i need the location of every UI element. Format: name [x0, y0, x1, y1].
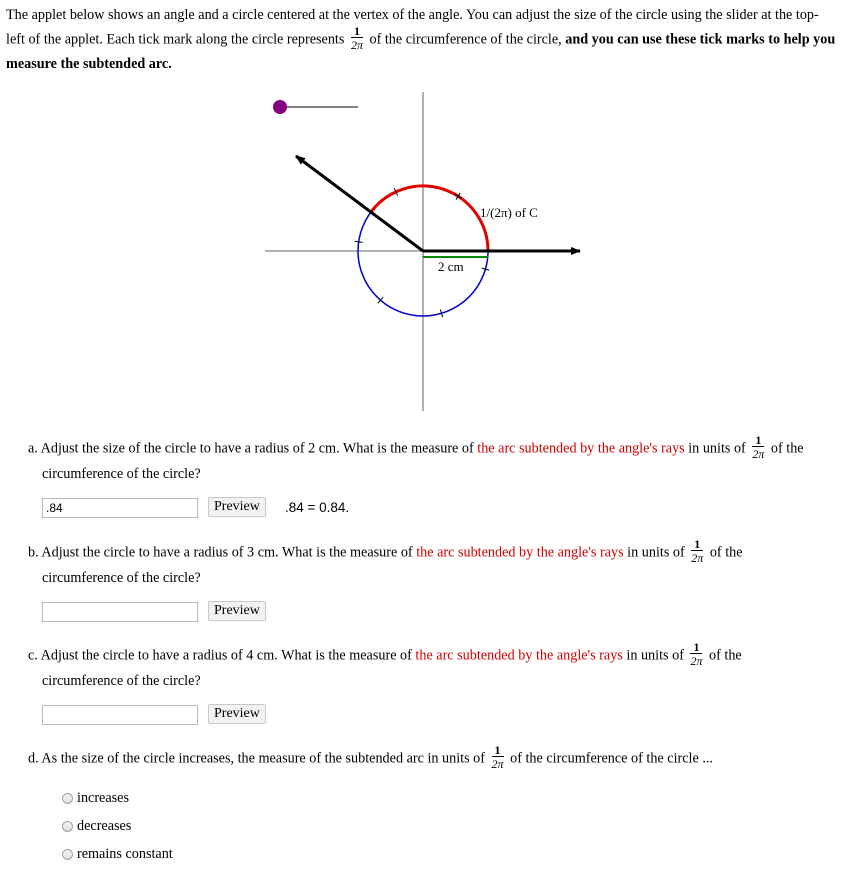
fraction-1-over-2pi: $\frac{1}{2\pi}$ — [491, 743, 504, 771]
question-c-mid: in units of — [626, 647, 684, 664]
fraction-1-over-2pi: $\frac{1}{2\pi}$ — [350, 24, 363, 52]
radius-label: 2 cm — [438, 259, 464, 274]
question-d — [28, 743, 828, 772]
question-c-highlight: the arc subtended by the angle's rays — [415, 647, 623, 664]
question-a-text: a. Adjust the size of the circle to have a radius of 2 cm. What is the measure of — [28, 440, 474, 457]
subtended-arc — [371, 186, 488, 251]
question-c-text: c. Adjust the circle to have a radius of 4 cm. What is the measure of — [28, 647, 412, 664]
arc-label: 1/(2π) of C — [480, 205, 538, 220]
question-b — [28, 537, 828, 590]
intro-paragraph — [6, 4, 836, 76]
choice-decreases-label: decreases — [77, 818, 132, 834]
fraction-1-over-2pi: $\frac{1}{2\pi}$ — [690, 640, 703, 668]
fraction-1-over-2pi: $\frac{1}{2\pi}$ — [752, 433, 765, 461]
preview-c-button[interactable]: Preview — [208, 704, 266, 724]
intro-text-2: of the circumference of the circle, — [369, 31, 562, 48]
intro-bold-text: and you can use these tick marks to help you measure the subtended arc. — [6, 31, 836, 72]
question-a-highlight: the arc subtended by the angle's rays — [477, 440, 685, 457]
question-b-mid: in units of — [627, 544, 685, 561]
choice-increases-label: increases — [77, 790, 129, 806]
radio-decreases[interactable] — [62, 821, 73, 832]
fraction-1-over-2pi: $\frac{1}{2\pi}$ — [691, 537, 704, 565]
intro-text-1: The applet below shows an angle and a circle centered at the vertex of the angle. You can adjust the size of the circle using the slider at the top-left of the applet. Each tick mark along the circle represents — [6, 7, 819, 48]
question-b-post: of the — [709, 544, 743, 561]
question-b-highlight: the arc subtended by the angle's rays — [416, 544, 624, 561]
answer-b-input[interactable] — [42, 602, 198, 622]
choice-decreases[interactable] — [62, 818, 131, 835]
question-c-post: of the — [709, 647, 742, 664]
choice-remains-constant-label: remains constant — [77, 846, 173, 862]
radio-remains-constant[interactable] — [62, 849, 73, 860]
question-b-text: b. Adjust the circle to have a radius of 3 cm. What is the measure of — [28, 544, 413, 561]
answer-a-input[interactable] — [42, 498, 198, 518]
question-b-line2: circumference of the circle? — [42, 570, 201, 586]
choice-remains-constant[interactable] — [62, 846, 173, 863]
slider-handle[interactable] — [273, 100, 287, 114]
question-d-post: of the circumference of the circle ... — [510, 750, 713, 767]
question-c — [28, 640, 828, 693]
question-d-text: d. As the size of the circle increases, the measure of the subtended arc in units of — [28, 750, 485, 767]
question-c-line2: circumference of the circle? — [42, 673, 201, 689]
answer-c-input[interactable] — [42, 705, 198, 725]
preview-a-result: .84 = 0.84. — [285, 500, 350, 515]
question-a-post: of the — [770, 440, 804, 457]
preview-b-button[interactable]: Preview — [208, 601, 266, 621]
question-a-mid: in units of — [688, 440, 746, 457]
radio-increases[interactable] — [62, 793, 73, 804]
choice-increases[interactable] — [62, 790, 129, 807]
preview-a-button[interactable]: Preview — [208, 497, 266, 517]
angle-circle-applet[interactable] — [260, 90, 590, 415]
question-a-line2: circumference of the circle? — [42, 466, 201, 482]
question-a — [28, 433, 828, 486]
